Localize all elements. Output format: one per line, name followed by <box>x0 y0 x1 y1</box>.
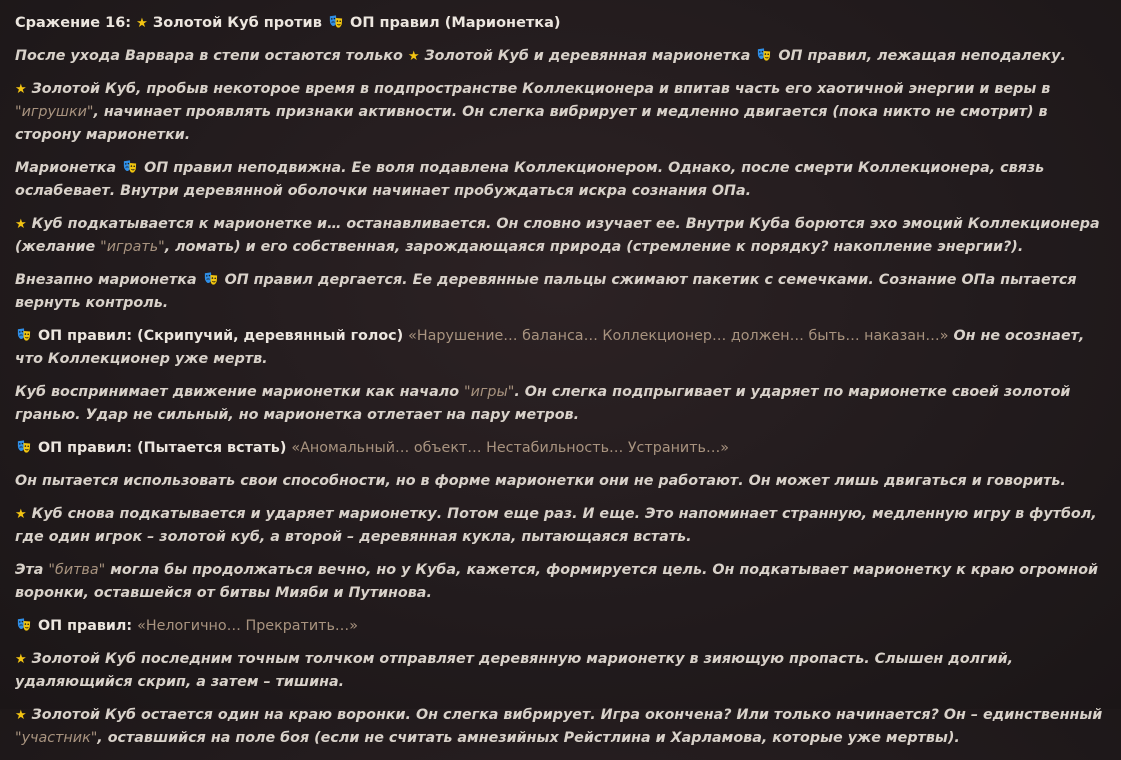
paragraph-4: ★ Куб подкатывается к марионетке и… останавливается. Он словно изучает ее. Внутри Куба борются эхо эмоций Коллекционера (желание "играть", ломать) и его собственная, зарождающаяся природа (стремление к порядку? накопление энергии?). <box>15 216 1100 255</box>
speaker-label: ОП правил: (Пытается встать) <box>37 440 287 456</box>
theater-mask-icon <box>329 14 343 29</box>
paragraph-10: ★ Куб снова подкатывается и ударяет марионетку. Потом еще раз. И еще. Это напоминает странную, медленную игру в футбол, где один игрок – золотой куб, а второй – деревянная кукла, пытающаяся встать. <box>15 506 1097 545</box>
quoted-word: "битва" <box>48 562 106 578</box>
quoted-word: "игры" <box>464 384 515 400</box>
paragraph-3: Марионетка ОП правил неподвижна. Ее воля подавлена Коллекционером. Однако, после смерти Коллекционера, связь ослабевает. Внутри деревянной оболочки начинает пробуждаться искра сознания ОПа. <box>15 160 1045 199</box>
star-icon: ★ <box>15 82 27 97</box>
paragraph-1: После ухода Варвара в степи остаются только ★ Золотой Куб и деревянная марионетка ОП правил, лежащая неподалеку. <box>15 48 1066 64</box>
star-icon: ★ <box>15 708 27 723</box>
star-icon: ★ <box>15 507 27 522</box>
battle-title <box>15 12 1115 35</box>
paragraph-9: Он пытается использовать свои способности, но в форме марионетки они не работают. Он может лишь двигаться и говорить. <box>15 473 1066 489</box>
theater-mask-icon <box>17 327 31 342</box>
speaker-label: ОП правил: <box>37 618 133 634</box>
star-icon: ★ <box>136 16 148 31</box>
paragraph-11: Эта "битва" могла бы продолжаться вечно, но у Куба, кажется, формируется цель. Он подкатывает марионетку к краю огромной воронки, оставшейся от битвы Мияби и Путинова. <box>15 562 1099 601</box>
theater-mask-icon <box>123 159 137 174</box>
paragraph-14: ★ Золотой Куб остается один на краю воронки. Он слегка вибрирует. Игра окончена? Или только начинается? Он – единственный "участник", оставшийся на поле боя (если не считать амнезийных Рейстлина и Харламова, которые уже мертвы). <box>15 707 1103 746</box>
paragraph-12 <box>15 615 1115 638</box>
paragraph-2: ★ Золотой Куб, пробыв некоторое время в подпространстве Коллекционера и впитав часть его хаотичной энергии и веры в "игрушки", начинает проявлять признаки активности. Он слегка вибрирует и медленно двигается (пока никто не смотрит) в сторону марионетки. <box>15 81 1051 143</box>
paragraph-7: Куб воспринимает движение марионетки как начало "игры". Он слегка подпрыгивает и ударяет по марионетке своей золотой гранью. Удар не сильный, но марионетка отлетает на пару метров. <box>15 384 1071 423</box>
theater-mask-icon <box>204 271 218 286</box>
quoted-word: "играть" <box>100 239 165 255</box>
paragraph-6: ОП правил: (Скрипучий, деревянный голос) «Нарушение… баланса… Коллекционер… должен… быть… наказан…» Он не осознает, что Коллекционер уже мертв. <box>15 328 1085 367</box>
title-cube: Золотой Куб против <box>152 15 322 31</box>
theater-mask-icon <box>757 47 771 62</box>
quoted-word: "игрушки" <box>15 104 94 120</box>
speaker-label: ОП правил: (Скрипучий, деревянный голос) <box>37 328 404 344</box>
theater-mask-icon <box>17 617 31 632</box>
paragraph-13: ★ Золотой Куб последним точным толчком отправляет деревянную марионетку в зияющую пропасть. Слышен долгий, удаляющийся скрип, а затем – тишина. <box>15 651 1014 690</box>
title-prefix: Сражение 16: <box>15 15 132 31</box>
paragraph-5: Внезапно марионетка ОП правил дергается. Ее деревянные пальцы сжимают пакетик с семечками. Сознание ОПа пытается вернуть контроль. <box>15 272 1077 311</box>
title-puppet: ОП правил (Марионетка) <box>350 15 561 31</box>
story-content <box>15 10 1115 760</box>
star-icon: ★ <box>15 217 27 232</box>
paragraph-8 <box>15 437 1115 460</box>
speech-text: «Нелогично… Прекратить…» <box>137 618 358 634</box>
speech-text: «Нарушение… баланса… Коллекционер… должен… быть… наказан…» <box>408 328 949 344</box>
star-icon: ★ <box>407 49 420 64</box>
star-icon: ★ <box>15 652 27 667</box>
quoted-word: "участник" <box>15 730 98 746</box>
theater-mask-icon <box>17 439 31 454</box>
speech-text: «Аномальный… объект… Нестабильность… Устранить…» <box>291 440 730 456</box>
